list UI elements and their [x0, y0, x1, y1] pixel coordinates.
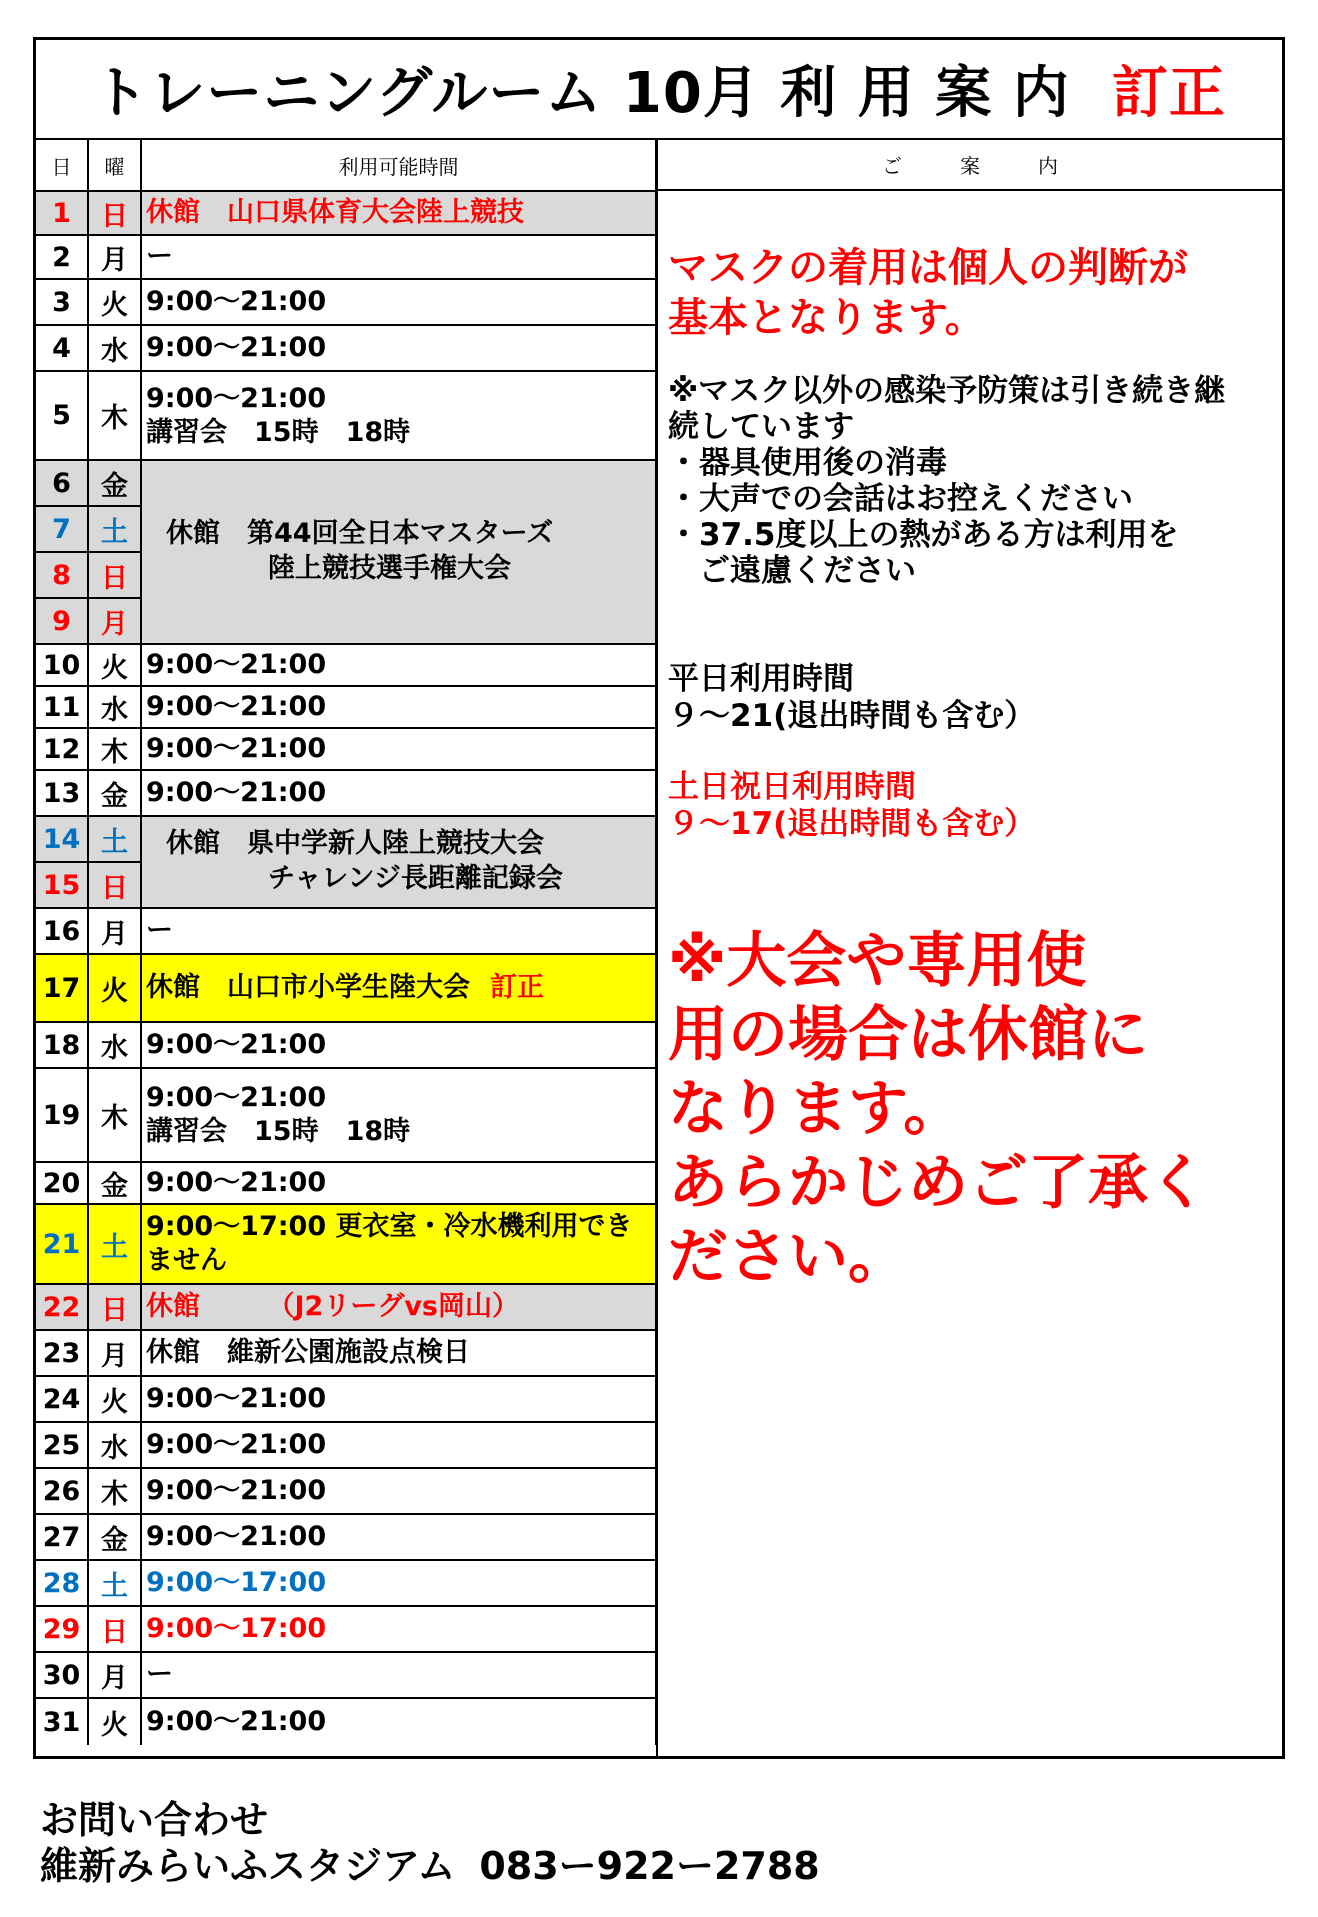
hours-line: 9:00～21:00: [146, 1029, 327, 1061]
weekend-hours-line: 土日祝日利用時間: [668, 769, 916, 805]
weekday-cell: 土: [88, 506, 141, 552]
hours-cell: [141, 1022, 656, 1068]
schedule-table: [36, 140, 657, 1745]
table-row: [36, 954, 656, 1022]
hours-line: 9:00～21:00: [146, 1429, 327, 1461]
day-cell: 30: [36, 1652, 88, 1698]
day-cell: 17: [36, 954, 88, 1022]
day-cell: 4: [36, 325, 88, 371]
weekday-cell: 日: [88, 1606, 141, 1652]
day-cell: 31: [36, 1698, 88, 1745]
hours-line: [146, 971, 655, 1005]
prevention-line: ・器具使用後の消毒: [668, 445, 947, 481]
weekday-cell: 金: [88, 770, 141, 816]
contact-line: [40, 1843, 820, 1889]
hours-line: 休館 第44回全日本マスターズ: [166, 518, 554, 550]
page-title: [36, 40, 1282, 140]
hours-cell: [141, 460, 656, 644]
closure-note: [668, 924, 1208, 1294]
header-notice: ご案内: [656, 140, 1282, 191]
weekday-hours-line: 平日利用時間: [668, 661, 854, 697]
hours-line: ー: [146, 241, 173, 273]
prevention-line: ・大声での会話はお控えください: [668, 481, 1133, 517]
hours-cell: [141, 235, 656, 279]
contact-footer: [40, 1797, 820, 1889]
table-row: [36, 686, 656, 728]
weekday-cell: 月: [88, 235, 141, 279]
table-row: [36, 279, 656, 325]
table-row: [36, 1330, 656, 1376]
day-cell: 24: [36, 1376, 88, 1422]
hours-line: 9:00～21:00: [146, 649, 327, 681]
table-header-row: [36, 140, 656, 191]
day-cell: 9: [36, 598, 88, 644]
prevention-measures: [668, 373, 1225, 589]
weekday-cell: 土: [88, 1204, 141, 1284]
weekday-cell: 月: [88, 598, 141, 644]
table-row: [36, 816, 656, 862]
hours-line: 講習会 15時 18時: [146, 1116, 411, 1147]
header-day: 日: [36, 140, 88, 191]
day-cell: 6: [36, 460, 88, 506]
table-row: [36, 1022, 656, 1068]
weekday-cell: 土: [88, 816, 141, 862]
hours-line: 9:00～21:00: [146, 1383, 327, 1415]
hours-text: 休館 山口市小学生陸大会: [146, 972, 470, 1004]
day-cell: 7: [36, 506, 88, 552]
prevention-line: ※マスク以外の感染予防策は引き続き継: [668, 373, 1226, 409]
hours-cell: [141, 1422, 656, 1468]
hours-cell: [141, 1606, 656, 1652]
hours-line: 講習会 15時 18時: [146, 416, 411, 448]
weekday-cell: 月: [88, 1330, 141, 1376]
hours-line: 9:00～21:00: [146, 332, 327, 364]
table-row: [36, 191, 656, 235]
weekend-hours-line: ９～17(退出時間も含む）: [668, 806, 1036, 842]
hours-line: 休館 （J2リーグvs岡山）: [146, 1291, 520, 1323]
day-cell: 29: [36, 1606, 88, 1652]
hours-cell: [141, 1330, 656, 1376]
hours-cell: [141, 1514, 656, 1560]
weekday-cell: 金: [88, 1162, 141, 1204]
hours-cell: [141, 1376, 656, 1422]
hours-cell: [141, 279, 656, 325]
closure-note-line: ださい。: [668, 1222, 908, 1292]
table-row: [36, 1560, 656, 1606]
closure-note-line: 用の場合は休館に: [668, 1000, 1148, 1070]
hours-cell: [141, 728, 656, 770]
hours-line: 9:00～17:00 更衣室・冷水機利用でき: [146, 1211, 633, 1243]
table-row: [36, 1284, 656, 1330]
hours-line: 9:00～21:00: [146, 1706, 327, 1738]
weekday-cell: 金: [88, 1514, 141, 1560]
hours-cell: [141, 954, 656, 1022]
day-cell: 15: [36, 862, 88, 908]
hours-line: 9:00～17:00: [146, 1567, 327, 1599]
day-cell: 2: [36, 235, 88, 279]
weekend-hours: [668, 769, 1035, 843]
contact-label: お問い合わせ: [40, 1798, 269, 1842]
hours-cell: [141, 1068, 656, 1162]
hours-line: 9:00～17:00: [146, 1613, 327, 1645]
hours-line: ません: [146, 1245, 227, 1276]
table-row: [36, 371, 656, 460]
title-correction: 訂正: [1111, 61, 1226, 126]
hours-line: 休館 県中学新人陸上競技大会: [166, 828, 544, 860]
hours-cell: [141, 1468, 656, 1514]
day-cell: 12: [36, 728, 88, 770]
weekday-cell: 水: [88, 686, 141, 728]
weekday-cell: 木: [88, 1068, 141, 1162]
weekday-cell: 水: [88, 325, 141, 371]
day-cell: 22: [36, 1284, 88, 1330]
weekday-cell: 火: [88, 279, 141, 325]
table-row: [36, 728, 656, 770]
hours-cell: [141, 371, 656, 460]
hours-cell: [141, 191, 656, 235]
day-cell: 8: [36, 552, 88, 598]
weekday-cell: 木: [88, 1468, 141, 1514]
day-cell: 3: [36, 279, 88, 325]
weekday-cell: 火: [88, 954, 141, 1022]
hours-line: 9:00～21:00: [146, 777, 327, 809]
closure-note-line: なります。: [668, 1074, 964, 1144]
day-cell: 13: [36, 770, 88, 816]
table-row: [36, 325, 656, 371]
mask-note-line: 基本となります。: [668, 295, 985, 341]
weekday-cell: 月: [88, 908, 141, 954]
day-cell: 27: [36, 1514, 88, 1560]
table-row: [36, 1652, 656, 1698]
table-row: [36, 460, 656, 506]
weekday-hours-line: ９～21(退出時間も含む）: [668, 698, 1036, 734]
hours-line: チャレンジ長距離記録会: [268, 863, 563, 894]
day-cell: 21: [36, 1204, 88, 1284]
day-cell: 16: [36, 908, 88, 954]
weekday-cell: 火: [88, 1376, 141, 1422]
notice-column: [656, 191, 1282, 1756]
hours-cell: [141, 1162, 656, 1204]
day-cell: 19: [36, 1068, 88, 1162]
weekday-hours: [668, 661, 1035, 735]
prevention-line: ご遠慮ください: [668, 553, 916, 589]
table-row: [36, 770, 656, 816]
hours-line: 9:00～21:00: [146, 1082, 327, 1114]
closure-note-line: あらかじめご了承く: [668, 1148, 1208, 1218]
table-row: [36, 644, 656, 686]
day-cell: 10: [36, 644, 88, 686]
weekday-cell: 日: [88, 1284, 141, 1330]
table-row: [36, 1204, 656, 1284]
closure-note-line: ※大会や専用使: [668, 926, 1087, 996]
mask-note-line: マスクの着用は個人の判断が: [668, 245, 1188, 291]
day-cell: 20: [36, 1162, 88, 1204]
weekday-cell: 火: [88, 644, 141, 686]
weekday-cell: 日: [88, 862, 141, 908]
hours-cell: [141, 1652, 656, 1698]
weekday-cell: 水: [88, 1422, 141, 1468]
phone-number: 083ー922ー2788: [479, 1844, 820, 1888]
hours-line: 9:00～21:00: [146, 733, 327, 765]
weekday-cell: 日: [88, 552, 141, 598]
weekday-cell: 土: [88, 1560, 141, 1606]
weekday-cell: 木: [88, 371, 141, 460]
table-row: [36, 1514, 656, 1560]
weekday-cell: 木: [88, 728, 141, 770]
day-cell: 11: [36, 686, 88, 728]
hours-line: 陸上競技選手権大会: [268, 553, 511, 584]
table-row: [36, 1468, 656, 1514]
table-row: [36, 1162, 656, 1204]
hours-line: 休館 山口県体育大会陸上競技: [146, 197, 524, 229]
day-cell: 28: [36, 1560, 88, 1606]
weekday-cell: 金: [88, 460, 141, 506]
weekday-cell: 日: [88, 191, 141, 235]
prevention-line: 続しています: [668, 409, 854, 445]
hours-line: ー: [146, 1659, 173, 1691]
mask-note: [668, 243, 1188, 343]
table-row: [36, 908, 656, 954]
hours-cell: [141, 908, 656, 954]
table-row: [36, 1422, 656, 1468]
day-cell: 25: [36, 1422, 88, 1468]
table-row: [36, 1068, 656, 1162]
day-cell: 18: [36, 1022, 88, 1068]
hours-line: 9:00～21:00: [146, 1475, 327, 1507]
prevention-line: ・37.5度以上の熱がある方は利用を: [668, 517, 1179, 553]
facility-name: 維新みらいふスタジアム: [40, 1844, 456, 1888]
hours-line: 9:00～21:00: [146, 1521, 327, 1553]
hours-cell: [141, 770, 656, 816]
title-main: トレーニングルーム 10月 利 用 案 内: [92, 61, 1070, 126]
day-cell: 23: [36, 1330, 88, 1376]
hours-line: 9:00～21:00: [146, 691, 327, 723]
table-row: [36, 1376, 656, 1422]
correction-mark: 訂正: [490, 972, 544, 1004]
hours-cell: [141, 1560, 656, 1606]
hours-line: 9:00～21:00: [146, 1167, 327, 1199]
hours-cell: [141, 644, 656, 686]
header-hours: 利用可能時間: [141, 140, 656, 191]
table-row: [36, 1698, 656, 1745]
day-cell: 14: [36, 816, 88, 862]
table-row: [36, 1606, 656, 1652]
hours-cell: [141, 816, 656, 908]
hours-line: 9:00～21:00: [146, 382, 327, 414]
hours-line: 9:00～21:00: [146, 286, 327, 318]
day-cell: 1: [36, 191, 88, 235]
schedule-sheet: [33, 37, 1285, 1759]
hours-cell: [141, 1284, 656, 1330]
weekday-cell: 水: [88, 1022, 141, 1068]
weekday-cell: 火: [88, 1698, 141, 1745]
day-cell: 26: [36, 1468, 88, 1514]
day-cell: 5: [36, 371, 88, 460]
hours-cell: [141, 1698, 656, 1745]
table-row: [36, 235, 656, 279]
hours-line: 休館 維新公園施設点検日: [146, 1337, 470, 1369]
hours-line: ー: [146, 915, 173, 947]
hours-cell: [141, 325, 656, 371]
hours-cell: [141, 1204, 656, 1284]
weekday-cell: 月: [88, 1652, 141, 1698]
hours-cell: [141, 686, 656, 728]
header-weekday: 曜: [88, 140, 141, 191]
